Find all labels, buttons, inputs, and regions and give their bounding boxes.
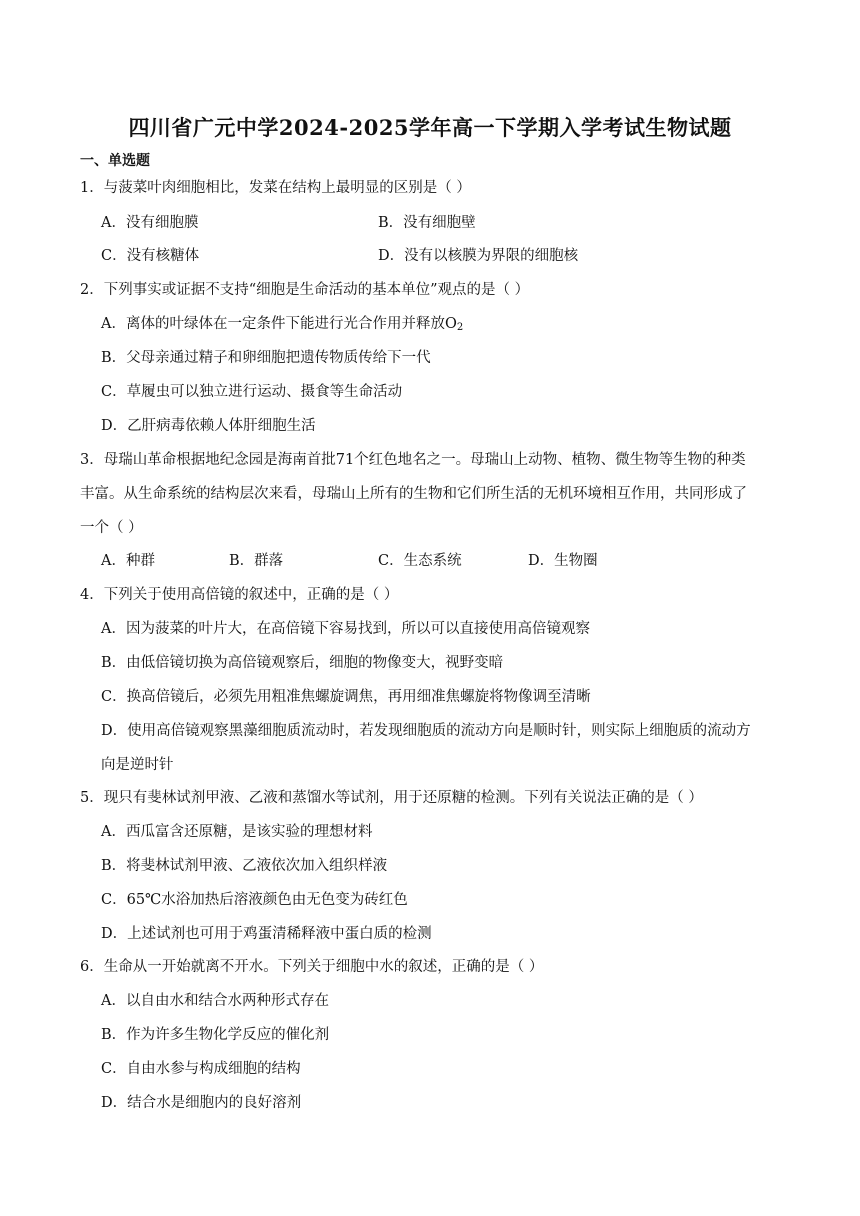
question-3-stem-line-3: 一个（ ）	[80, 520, 143, 536]
question-5-option-a[interactable]: A．西瓜富含还原糖，是该实验的理想材料	[101, 824, 373, 840]
question-4-option-b[interactable]: B．由低倍镜切换为高倍镜观察后，细胞的物像变大，视野变暗	[101, 655, 504, 671]
subscript-2: 2	[456, 322, 464, 333]
question-5-option-d[interactable]: D．上述试剂也可用于鸡蛋清稀释液中蛋白质的检测	[101, 926, 432, 942]
question-4-option-a[interactable]: A．因为菠菜的叶片大，在高倍镜下容易找到，所以可以直接使用高倍镜观察	[101, 621, 590, 637]
question-1-option-a[interactable]: A．没有细胞膜	[101, 215, 199, 231]
question-6-option-b[interactable]: B．作为许多生物化学反应的催化剂	[101, 1027, 330, 1043]
question-2-option-c[interactable]: C．草履虫可以独立进行运动、摄食等生命活动	[101, 384, 403, 400]
question-4-option-c[interactable]: C．换高倍镜后，必须先用粗准焦螺旋调焦，再用细准焦螺旋将物像调至清晰	[101, 689, 591, 705]
question-5-option-c[interactable]: C．65℃水浴加热后溶液颜色由无色变为砖红色	[101, 892, 408, 908]
question-3-option-d[interactable]: D．生物圈	[528, 553, 598, 569]
question-6-option-a[interactable]: A．以自由水和结合水两种形式存在	[101, 993, 329, 1009]
question-2-stem: 2．下列事实或证据不支持“细胞是生命活动的基本单位”观点的是（ ）	[80, 282, 530, 298]
question-6-option-c[interactable]: C．自由水参与构成细胞的结构	[101, 1061, 301, 1077]
question-6-stem: 6．生命从一开始就离不开水。下列关于细胞中水的叙述，正确的是（ ）	[80, 959, 544, 975]
question-1-option-b[interactable]: B．没有细胞壁	[378, 215, 476, 231]
question-1-option-d[interactable]: D．没有以核膜为界限的细胞核	[378, 248, 579, 264]
question-3-stem-line-1: 3．母瑞山革命根据地纪念园是海南首批71个红色地名之一。母瑞山上动物、植物、微生物等生物的种类	[80, 452, 746, 468]
question-2-option-d[interactable]: D．乙肝病毒依赖人体肝细胞生活	[101, 418, 316, 434]
question-5-option-b[interactable]: B．将斐林试剂甲液、乙液依次加入组织样液	[101, 858, 388, 874]
section-heading: 一、单选题	[80, 153, 150, 169]
question-2-option-b[interactable]: B．父母亲通过精子和卵细胞把遗传物质传给下一代	[101, 350, 431, 366]
question-5-stem: 5．现只有斐林试剂甲液、乙液和蒸馏水等试剂，用于还原糖的检测。下列有关说法正确的是（ ）	[80, 790, 703, 806]
question-3-option-c[interactable]: C．生态系统	[378, 553, 462, 569]
page-title: 四川省广元中学2024-2025学年高一下学期入学考试生物试题	[128, 115, 732, 140]
question-6-option-d[interactable]: D．结合水是细胞内的良好溶剂	[101, 1095, 302, 1111]
question-1-stem: 1．与菠菜叶肉细胞相比，发菜在结构上最明显的区别是（ ）	[80, 180, 471, 196]
question-2-option-a[interactable]	[101, 314, 463, 338]
question-3-option-b[interactable]: B．群落	[229, 553, 284, 569]
question-4-option-d-continued: 向是逆时针	[101, 757, 174, 773]
question-2-option-a-text: A．离体的叶绿体在一定条件下能进行光合作用并释放O	[101, 316, 457, 332]
question-4-option-d[interactable]: D．使用高倍镜观察黑藻细胞质流动时，若发现细胞质的流动方向是顺时针，则实际上细胞质的流动方	[101, 723, 751, 739]
question-4-stem: 4．下列关于使用高倍镜的叙述中，正确的是（ ）	[80, 587, 399, 603]
question-3-option-a[interactable]: A．种群	[101, 553, 155, 569]
question-3-stem-line-2: 丰富。从生命系统的结构层次来看，母瑞山上所有的生物和它们所生活的无机环境相互作用，共同形成了	[80, 486, 747, 502]
question-1-option-c[interactable]: C．没有核糖体	[101, 248, 200, 264]
